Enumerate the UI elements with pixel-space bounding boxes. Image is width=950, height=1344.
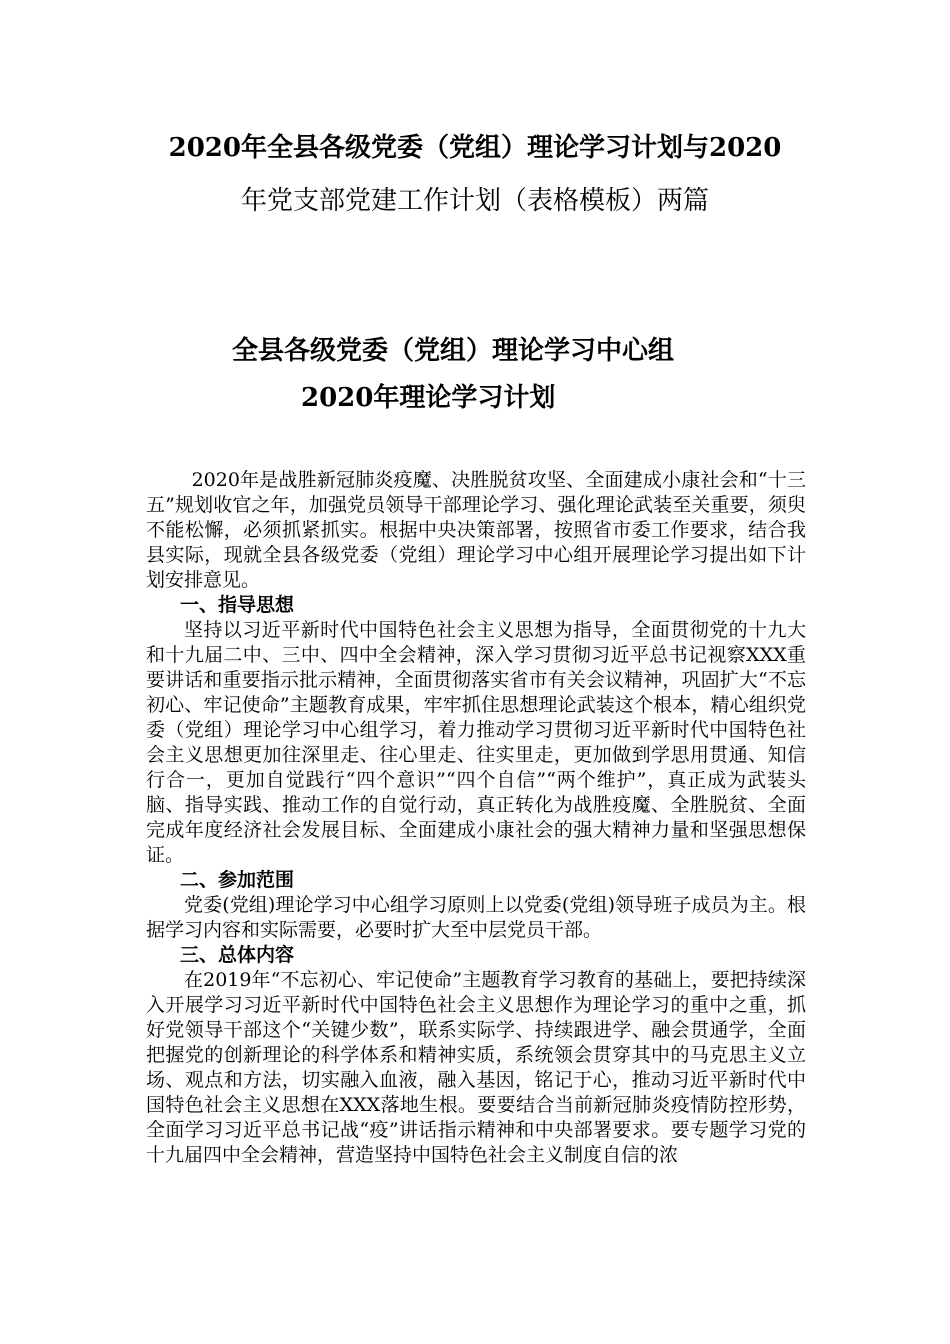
intro-paragraph: 2020年是战胜新冠肺炎疫魔、决胜脱贫攻坚、全面建成小康社会和“十三五”规划收官之年，加强党员领导干部理论学习、强化理论武装至关重要，须臾不能松懈，必须抓紧抓实。根据中央决策部署，按照省市委工作要求，结合我县实际，现就全县各级党委（党组）理论学习中心组开展理论学习提出如下计划安排意见。 — [146, 469, 806, 591]
section-paragraph-overall-content: 在2019年“不忘初心、牢记使命”主题教育学习教育的基础上，要把持续深入开展学习习近平新时代中国特色社会主义思想作为理论学习的重中之重，抓好党领导干部这个“关键少数”，联系实际学、持续跟进学、融会贯通学，全面把握党的创新理论的科学体系和精神实质，系统领会贯穿其中的马克思主义立场、观点和方法，切实融入血液，融入基因，铭记于心，推动习近平新时代中国特色社会主义思想在XXX落地生根。要要结合当前新冠肺炎疫情防控形势，全面学习习近平总书记战“疫”讲话指示精神和中央部署要求。要专题学习党的十九届四中全会精神，营造坚持中国特色社会主义制度自信的浓 — [146, 969, 806, 1166]
sub-title-line-1: 全县各级党委（党组）理论学习中心组 — [232, 336, 675, 366]
main-title-line-2: 年党支部党建工作计划（表格模板）两篇 — [240, 186, 709, 216]
section-paragraph-guiding-thought: 坚持以习近平新时代中国特色社会主义思想为指导，全面贯彻党的十九大和十九届二中、三中、四中全会精神，深入学习贯彻习近平总书记视察XXX重要讲话和重要指示批示精神，全面贯彻落实省市有关会议精神，巩固扩大“不忘初心、牢记使命”主题教育成果，牢牢抓住思想理论武装这个根本，精心组织党委（党组）理论学习中心组学习，着力推动学习贯彻习近平新时代中国特色社会主义思想更加往深里走、往心里走、往实里走，更加做到学思用贯通、知信行合一，更加自觉践行“四个意识”“四个自信”“两个维护”，真正成为武装头脑、指导实践、推动工作的自觉行动，真正转化为战胜疫魔、全胜脱贫、全面完成年度经济社会发展目标、全面建成小康社会的强大精神力量和坚强思想保证。 — [146, 619, 806, 866]
section-heading-participants: 二、参加范围 — [180, 869, 295, 891]
section-heading-overall-content: 三、总体内容 — [180, 944, 295, 966]
document-body — [146, 468, 806, 1168]
section-paragraph-participants: 党委(党组)理论学习中心组学习原则上以党委(党组)领导班子成员为主。根据学习内容和实际需要，必要时扩大至中层党员干部。 — [146, 894, 806, 941]
main-title-line-1: 2020年全县各级党委（党组）理论学习计划与2020 — [168, 133, 782, 163]
sub-title-line-2: 2020年理论学习计划 — [301, 383, 556, 413]
section-heading-guiding-thought: 一、指导思想 — [180, 594, 295, 616]
